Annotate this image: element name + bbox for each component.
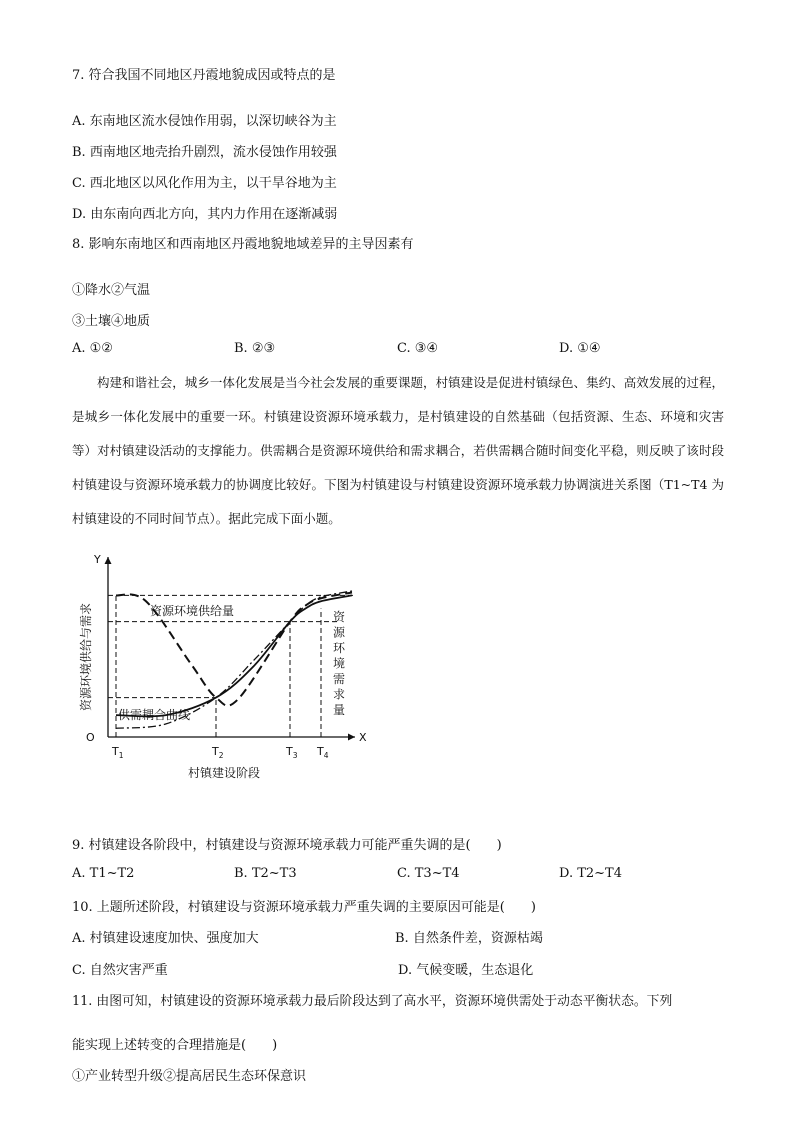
- q10-option-d: D. 气候变暖，生态退化: [398, 963, 534, 978]
- y-axis-label: 资源环境供给与需求: [79, 602, 93, 712]
- annotation-demand: 资源环境需求量: [333, 610, 346, 717]
- origin-label: O: [86, 731, 95, 744]
- q11-item-1: ①产业转型升级②提高居民生态环保意识: [72, 1069, 307, 1084]
- q8-stem: 8. 影响东南地区和西南地区丹霞地貌地域差异的主导因素有: [72, 237, 414, 252]
- q9-stem: 9. 村镇建设各阶段中，村镇建设与资源环境承载力可能严重失调的是( ): [72, 838, 502, 853]
- q8-option-c: C. ③④: [397, 341, 439, 356]
- x-tick-label-t1: $T_1$: [112, 745, 124, 760]
- q10-option-a: A. 村镇建设速度加快、强度加大: [72, 931, 259, 946]
- x-axis-letter: X: [359, 731, 367, 744]
- q11-stem-line-2: 能实现上述转变的合理措施是( ): [72, 1038, 278, 1053]
- q8-option-b: B. ②③: [234, 341, 276, 356]
- q7-stem: 7. 符合我国不同地区丹霞地貌成因或特点的是: [72, 68, 336, 83]
- q9-option-b: B. T2~T3: [234, 866, 297, 881]
- q11-stem-line-1: 11. 由图可知，村镇建设的资源环境承载力最后阶段达到了高水平，资源环境供需处于动态平衡状态。下列: [72, 994, 673, 1009]
- x-axis-label: 村镇建设阶段: [188, 766, 261, 780]
- q10-option-c: C. 自然灾害严重: [72, 963, 168, 978]
- material-paragraph: 构建和谐社会，城乡一体化发展是当今社会发展的重要课题，村镇建设是促进村镇绿色、集约、高效发展的过程，是城乡一体化发展中的重要一环。村镇建设资源环境承载力，是村镇建设的自然基础（包括资源、生态、环境和灾害等）对村镇建设活动的支撑能力。供需耦合是资源环境供给和需求耦合，若供需耦合随时间变化平稳，则反映了该时段村镇建设与资源环境承载力的协调度比较好。下图为村镇建设与村镇建设资源环境承载力协调演进关系图（T1~T4 为村镇建设的不同时间节点）。据此完成下面小题。: [72, 375, 724, 526]
- q7-option-d: D. 由东南向西北方向，其内力作用在逐渐减弱: [72, 207, 338, 222]
- q8-item-2: ③土壤④地质: [72, 314, 151, 329]
- q8-option-a: A. ①②: [72, 341, 113, 356]
- q9-option-d: D. T2~T4: [559, 866, 623, 881]
- y-axis-letter: Y: [94, 553, 101, 566]
- q8-option-d: D. ①④: [559, 341, 601, 356]
- q7-option-a: A. 东南地区流水侵蚀作用弱，以深切峡谷为主: [72, 114, 337, 129]
- q7-option-b: B. 西南地区地壳抬升剧烈，流水侵蚀作用较强: [72, 145, 337, 160]
- x-tick-label-t4: $T_4$: [317, 745, 329, 760]
- coordination-chart: [72, 545, 372, 790]
- annotation-coupling: 供需耦合曲线: [118, 708, 191, 722]
- q9-option-a: A. T1~T2: [72, 866, 135, 881]
- y-axis-arrow: [105, 557, 112, 564]
- q9-option-c: C. T3~T4: [397, 866, 460, 881]
- x-axis-arrow: [348, 734, 355, 741]
- q8-item-1: ①降水②气温: [72, 283, 151, 298]
- q7-option-c: C. 西北地区以风化作用为主，以干旱谷地为主: [72, 176, 337, 191]
- q10-stem: 10. 上题所述阶段，村镇建设与资源环境承载力严重失调的主要原因可能是( ): [72, 900, 536, 915]
- x-tick-label-t3: $T_3$: [286, 745, 298, 760]
- q10-option-b: B. 自然条件差，资源枯竭: [395, 931, 543, 946]
- x-tick-label-t2: $T_2$: [212, 745, 224, 760]
- annotation-supply: 资源环境供给量: [150, 604, 235, 618]
